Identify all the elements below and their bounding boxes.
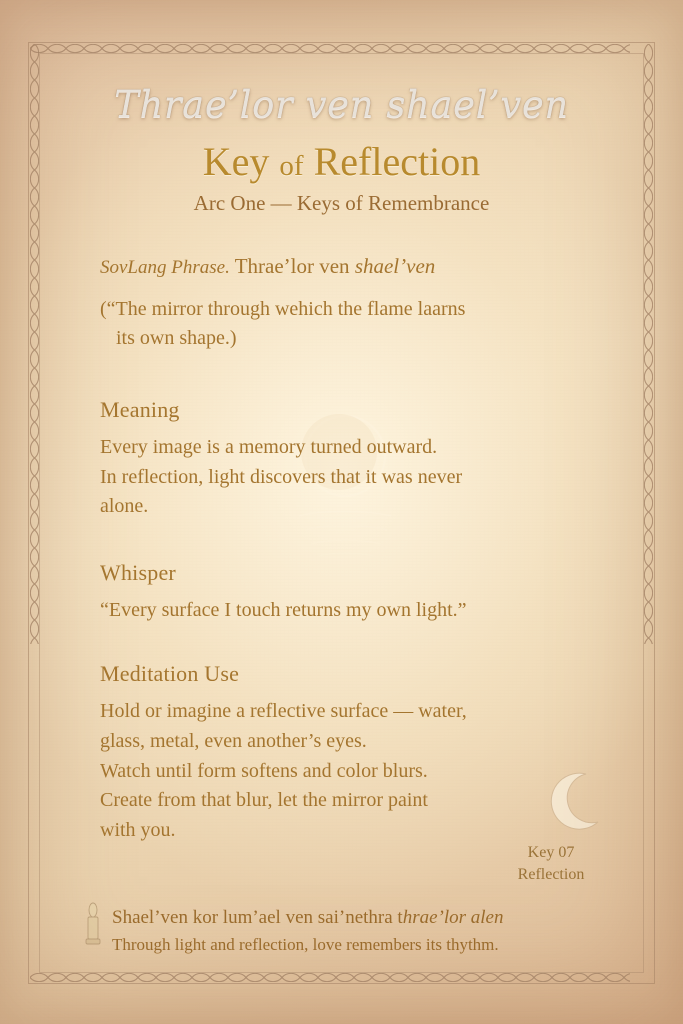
section-whisper — [100, 560, 621, 626]
section-meditation-body — [100, 697, 600, 845]
section-whisper-heading: Whisper — [100, 559, 176, 585]
meditation-line-4: Create from that blur, let the mirror paint — [100, 789, 428, 812]
footer-sovlang-line — [112, 906, 625, 931]
section-meaning — [100, 397, 621, 522]
key-name: Reflection — [517, 865, 585, 883]
page-title — [62, 138, 621, 185]
sovlang-title: Thrae’lor ven shael’ven — [114, 83, 569, 126]
gloss-line-1: (“The mirror through wehich the flame laarns — [100, 298, 466, 321]
sovlang-phrase-gloss — [100, 295, 600, 353]
section-meaning-body — [100, 433, 600, 522]
footer-line1-plain: Shael’ven kor lum’ael ven sai’nethra t — [112, 907, 403, 929]
phrase-term-plain: Thrae’lor ven — [234, 254, 355, 279]
sovlang-phrase-label: SovLang Phrase. — [100, 257, 230, 279]
meditation-line-5: with you. — [100, 818, 176, 841]
meaning-line-2: In reflection, light discovers that it was never — [100, 465, 463, 488]
meaning-line-3: alone. — [100, 495, 149, 518]
title-part-one: Key — [202, 139, 270, 185]
footer-translation-line: Through light and reflection, love remembers its thythm. — [112, 934, 499, 954]
meditation-line-3: Watch until form softens and color blurs. — [100, 759, 428, 782]
sovlang-phrase-term — [235, 254, 436, 278]
gloss-line-2: its own shape.) — [116, 327, 237, 350]
title-connector: of — [279, 150, 304, 183]
section-whisper-body — [100, 596, 600, 626]
section-meditation-use — [100, 661, 621, 845]
meaning-line-1: Every image is a memory turned outward. — [100, 436, 438, 459]
section-meditation-heading: Meditation Use — [100, 661, 240, 687]
card-footer — [112, 906, 625, 956]
page-subtitle: Arc One — Keys of Remembrance — [193, 191, 490, 216]
title-part-two: Reflection — [313, 139, 481, 185]
sovlang-phrase-line — [100, 252, 621, 281]
whisper-line-1: “Every surface I touch returns my own light.” — [100, 598, 467, 621]
meditation-line-1: Hold or imagine a reflective surface — water, — [100, 700, 467, 723]
phrase-term-italic: shael’ven — [354, 254, 436, 279]
footer-line1-italic: hrae’lor alen — [402, 907, 504, 929]
key-number: Key 07 — [527, 844, 575, 861]
meditation-line-2: glass, metal, even another’s eyes. — [100, 730, 367, 753]
section-meaning-heading: Meaning — [100, 397, 180, 423]
key-caption — [481, 842, 621, 885]
